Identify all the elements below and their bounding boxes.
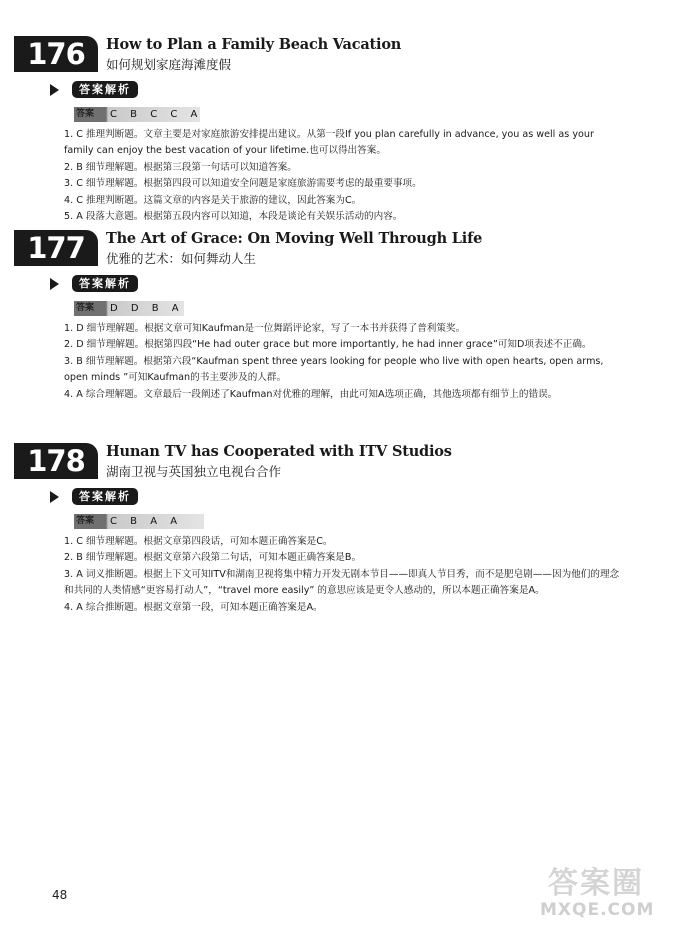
explanation-item: 1. C 细节理解题。根据文章第四段话，可知本题正确答案是C。 [64,536,333,547]
answer-key-row [14,513,624,531]
answer-key-row [14,106,624,124]
analysis-row [14,274,624,294]
explanation-list [14,534,624,616]
section-header [14,443,624,483]
explanation-item: 4. A 综合理解题。文章最后一段阐述了Kaufman对优雅的理解，由此可知A选项正确，其他选项都有细节上的错误。 [64,388,558,400]
explanation-item: 1. D 细节理解题。根据文章可知Kaufman是一位舞蹈评论家，写了一本书并获得了普利策奖。 [64,323,466,334]
analysis-badge: 答案解析 [72,81,138,98]
section-header [14,36,624,76]
explanation-item: 2. B 细节理解题。根据第三段第一句话可以知道答案。 [64,161,297,173]
answer-key-label: 答案 [76,516,95,526]
answer-key-label: 答案 [76,109,95,119]
section-number: 176 [14,36,98,72]
analysis-row [14,487,624,507]
explanation-item: 3. B 细节理解题。根据第六段“Kaufman spent three years looking for people who live with open hearts, open arms, open minds ”可知Kaufman的书主要涉及的人群。 [64,355,604,384]
analysis-row [14,80,624,100]
section-header [14,230,624,270]
answer-key-label: 答案 [76,303,95,313]
explanation-item: 1. C 推理判断题。文章主要是对家庭旅游安排提出建议。从第一段If you plan carefully in advance, you as well as your family can enjoy the best vacation of your lifetime.也可以得出答案。 [64,129,594,157]
title-english: The Art of Grace: On Moving Well Through Life [106,230,483,247]
answer-key-letters: D D B A [110,303,184,314]
explanation-item: 3. C 细节理解题。根据第四段可以知道安全问题是家庭旅游需要考虑的最重要事项。 [64,178,422,190]
explanation-item: 2. D 细节理解题。根据第四段“He had outer grace but more importantly, he had inner grace”可知D项表述不正确。 [64,339,592,351]
play-triangle-icon [50,491,59,503]
analysis-badge: 答案解析 [72,275,138,292]
play-triangle-icon [50,84,59,96]
section-178 [14,443,624,616]
section-177 [14,230,624,403]
analysis-badge: 答案解析 [72,488,138,505]
explanation-item: 5. A 段落大意题。根据第五段内容可以知道，本段是谈论有关娱乐活动的内容。 [64,211,403,223]
explanation-list [14,127,624,225]
section-number: 178 [14,443,98,479]
title-english: Hunan TV has Cooperated with ITV Studios [106,443,452,460]
section-number: 177 [14,230,98,266]
answer-key-letters: C B C C A [110,109,203,120]
answer-key-letters: C B A A [110,516,183,527]
watermark-bottom: MXQE.COM [540,900,655,920]
explanation-item: 4. C 推理判断题。这篇文章的内容是关于旅游的建议，因此答案为C。 [64,194,362,206]
page-number: 48 [52,888,68,902]
title-english: How to Plan a Family Beach Vacation [106,36,402,53]
play-triangle-icon [50,278,59,290]
watermark-logo [540,858,670,924]
title-chinese: 优雅的艺术：如何舞动人生 [106,251,257,266]
explanation-item: 2. B 细节理解题。根据文章第六段第二句话，可知本题正确答案是B。 [64,552,362,564]
explanation-item: 4. A 综合推断题。根据文章第一段，可知本题正确答案是A。 [64,601,323,613]
explanation-item: 3. A 词义推断题。根据上下文可知ITV和湖南卫视将集中精力开发无剧本节目——即真人节目秀，而不是肥皂剧——因为他们的理念和共同的人类情感“更容易打动人”，“travel more easily” 的意思应该是更令人感动的，所以本题正确答案是A。 [64,568,620,597]
answer-key-row [14,300,624,318]
section-176 [14,36,624,225]
watermark-top: 答案圈 [548,866,644,901]
title-chinese: 湖南卫视与英国独立电视台合作 [106,464,282,479]
title-chinese: 如何规划家庭海滩度假 [106,57,232,72]
explanation-list [14,321,624,403]
